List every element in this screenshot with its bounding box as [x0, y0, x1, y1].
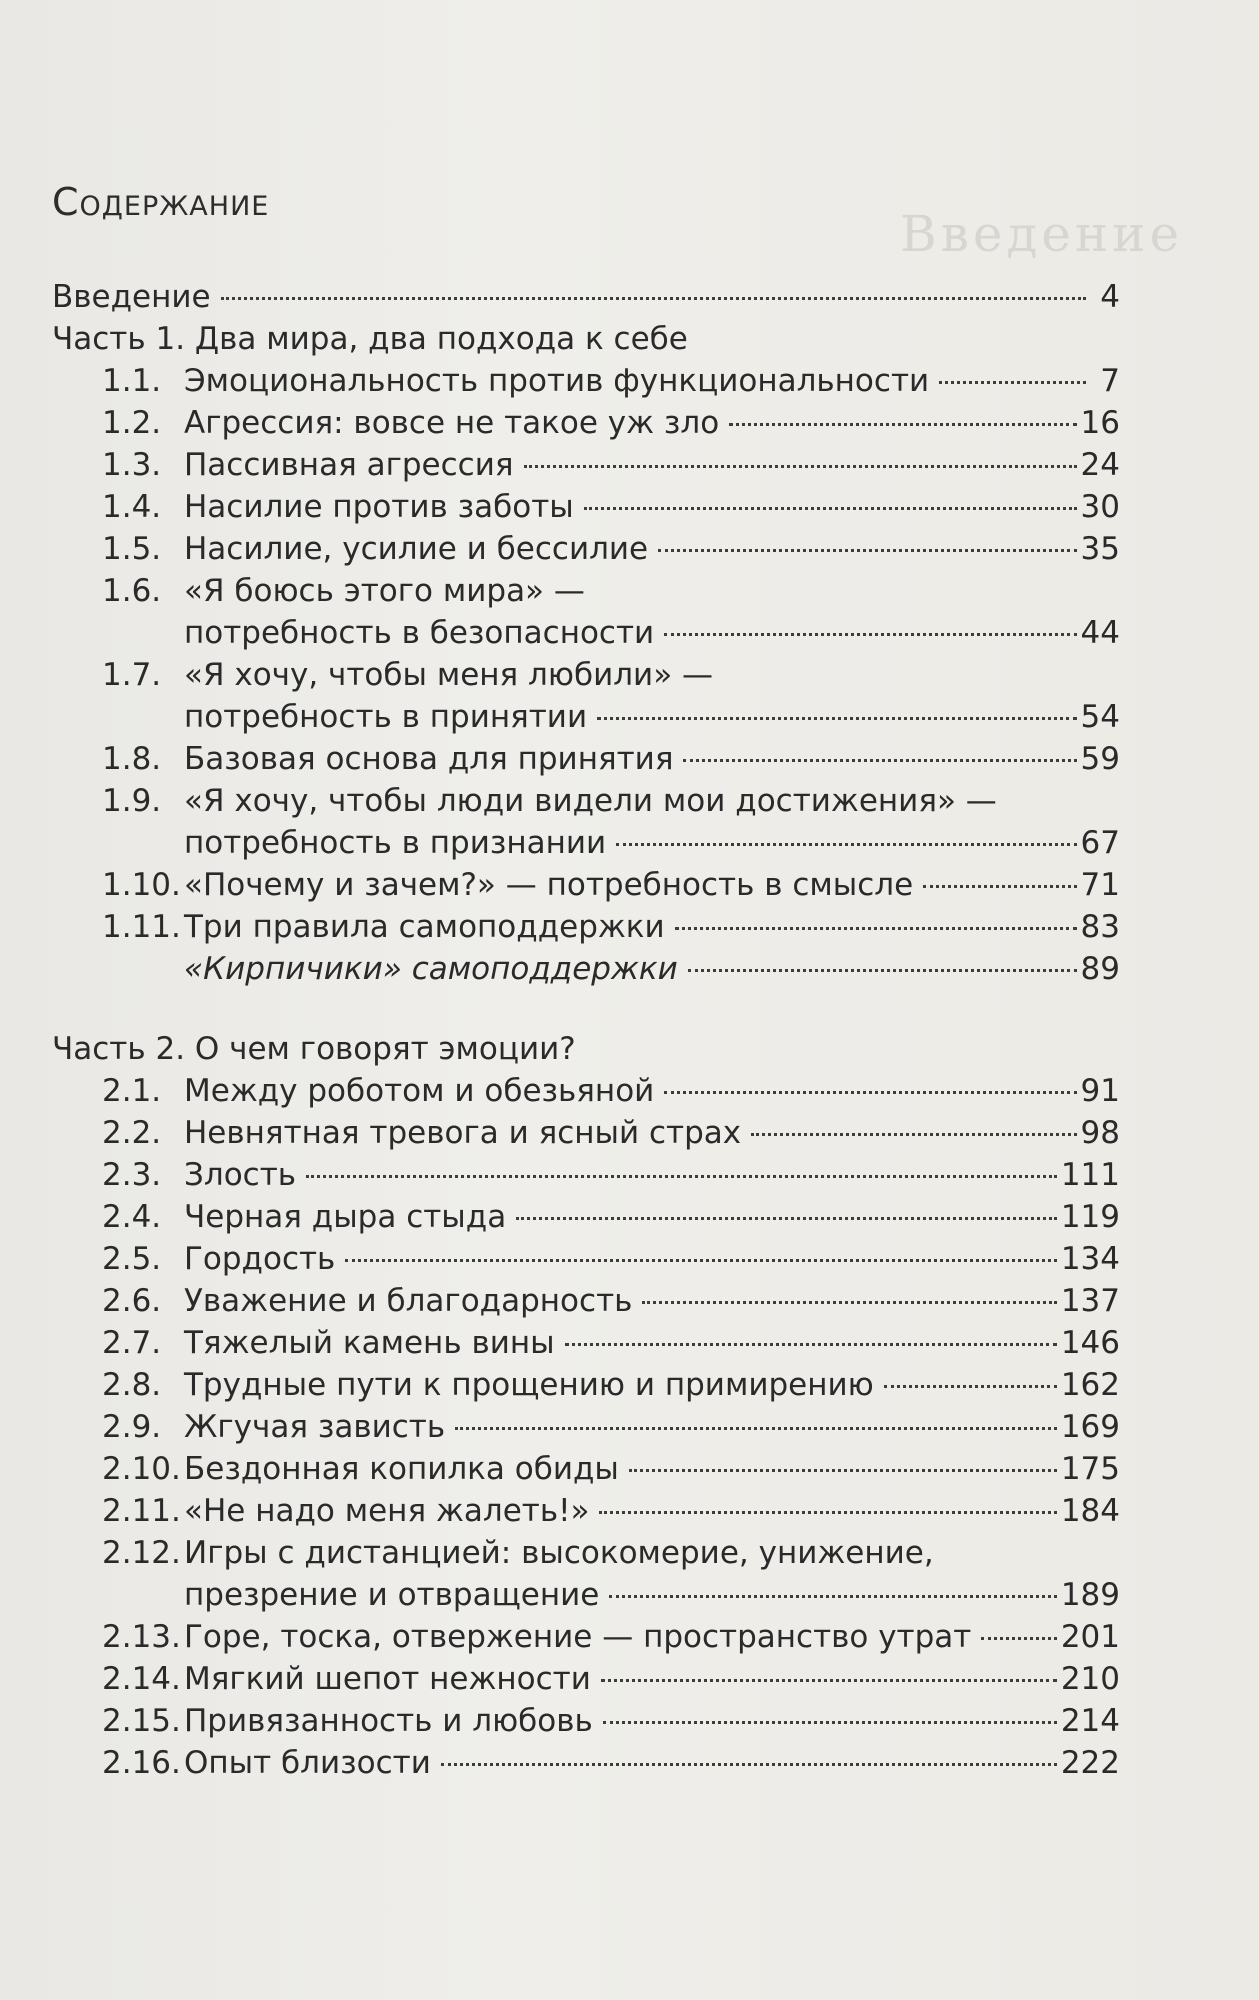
toc-entry-label: Злость [184, 1157, 297, 1193]
toc-page-number: 59 [1080, 741, 1120, 777]
toc-page-number: 35 [1080, 531, 1120, 567]
toc-entry-number: 2.9. [102, 1409, 162, 1445]
dot-leader [939, 381, 1086, 384]
toc-entry[interactable] [52, 402, 1120, 444]
toc-entry[interactable] [52, 1364, 1120, 1406]
part-2-list [52, 1070, 1120, 1784]
toc-entry-label: Игры с дистанцией: высокомерие, унижение, [184, 1535, 934, 1571]
toc-entry-number: 1.10. [102, 867, 181, 903]
toc-entry-number: 1.11. [102, 909, 181, 945]
toc-page-number: 83 [1080, 909, 1120, 945]
toc-entry-label: Привязанность и любовь [184, 1703, 593, 1739]
toc-entry-number: 1.4. [102, 489, 162, 525]
toc-page-number: 67 [1080, 825, 1120, 861]
toc-entry[interactable] [52, 1280, 1120, 1322]
dot-leader [599, 1511, 1056, 1514]
toc-entry[interactable] [52, 1070, 1120, 1112]
toc-entry-number: 1.7. [102, 657, 162, 693]
toc-entry[interactable] [52, 906, 1120, 948]
toc-entry[interactable] [52, 738, 1120, 780]
toc-page-number: 54 [1080, 699, 1120, 735]
part-2-heading [52, 1028, 1120, 1070]
toc-entry[interactable] [52, 864, 1120, 906]
toc-entry-number: 2.12. [102, 1535, 181, 1571]
toc-entry[interactable] [52, 528, 1120, 570]
toc-entry-number: 2.8. [102, 1367, 162, 1403]
dot-leader [584, 507, 1077, 510]
dot-leader [884, 1385, 1057, 1388]
toc-entry-continuation[interactable] [52, 1574, 1120, 1616]
toc-entry[interactable] [52, 780, 1120, 822]
toc-entry-number: 2.3. [102, 1157, 162, 1193]
part-title: Часть 2. О чем говорят эмоции? [52, 1031, 576, 1067]
table-of-contents [52, 276, 1120, 1784]
part-1-heading [52, 318, 1120, 360]
toc-page-number: 137 [1060, 1283, 1120, 1319]
toc-page-number: 184 [1060, 1493, 1120, 1529]
toc-entry-number: 2.5. [102, 1241, 162, 1277]
toc-entry[interactable] [52, 444, 1120, 486]
toc-entry-number: 1.1. [102, 363, 162, 399]
part-title: Часть 1. Два мира, два подхода к себе [52, 321, 688, 357]
dot-leader [565, 1343, 1057, 1346]
page-title: Содержание [52, 180, 270, 224]
dot-leader [675, 927, 1077, 930]
dot-leader [455, 1427, 1057, 1430]
toc-entry-label: Эмоциональность против функциональности [184, 363, 930, 399]
dot-leader [658, 549, 1076, 552]
toc-entry[interactable] [52, 1490, 1120, 1532]
toc-entry-continuation[interactable] [52, 696, 1120, 738]
dot-leader [664, 1091, 1076, 1094]
toc-entry-label: Черная дыра стыда [184, 1199, 507, 1235]
toc-entry[interactable] [52, 1532, 1120, 1574]
toc-entry-label: Тяжелый камень вины [184, 1325, 555, 1361]
toc-page-number: 162 [1060, 1367, 1120, 1403]
dot-leader [345, 1259, 1057, 1262]
toc-entry-label: Насилие против заботы [184, 489, 574, 525]
toc-entry-label: «Я хочу, чтобы меня любили» — [184, 657, 714, 693]
toc-page-number: 44 [1080, 615, 1120, 651]
toc-entry[interactable] [52, 1112, 1120, 1154]
toc-page-number: 16 [1080, 405, 1120, 441]
toc-entry-label: Введение [52, 279, 211, 315]
toc-entry-number: 2.13. [102, 1619, 181, 1655]
toc-page-number: 175 [1060, 1451, 1120, 1487]
dot-leader [609, 1595, 1057, 1598]
dot-leader [601, 1679, 1057, 1682]
toc-entry[interactable] [52, 654, 1120, 696]
toc-entry-number: 1.2. [102, 405, 162, 441]
toc-entry-label: презрение и отвращение [184, 1577, 600, 1613]
toc-entry-label: «Я боюсь этого мира» — [184, 573, 585, 609]
toc-entry-number: 2.11. [102, 1493, 181, 1529]
toc-entry[interactable] [52, 1154, 1120, 1196]
toc-page-number: 119 [1060, 1199, 1120, 1235]
toc-page-number: 169 [1060, 1409, 1120, 1445]
toc-entry-label: потребность в безопасности [184, 615, 655, 651]
bleed-through-heading: Введение [900, 205, 1184, 263]
toc-entry-label: потребность в признании [184, 825, 607, 861]
toc-entry-number: 2.16. [102, 1745, 181, 1781]
toc-entry[interactable] [52, 486, 1120, 528]
dot-leader [751, 1133, 1076, 1136]
toc-entry-label: Между роботом и обезьяной [184, 1073, 655, 1109]
toc-entry-label: «Не надо меня жалеть!» [184, 1493, 590, 1529]
toc-page-number: 7 [1100, 363, 1120, 399]
toc-entry-number: 2.1. [102, 1073, 162, 1109]
dot-leader [616, 843, 1076, 846]
toc-entry-label: «Кирпичики» самоподдержки [184, 951, 678, 987]
toc-entry-number: 2.2. [102, 1115, 162, 1151]
toc-entry-number: 2.4. [102, 1199, 162, 1235]
dot-leader [597, 717, 1076, 720]
toc-page-number: 98 [1080, 1115, 1120, 1151]
toc-page-number: 201 [1060, 1619, 1120, 1655]
toc-entry[interactable] [52, 1406, 1120, 1448]
toc-entry-number: 1.3. [102, 447, 162, 483]
toc-entry[interactable] [52, 1448, 1120, 1490]
toc-entry[interactable] [52, 1238, 1120, 1280]
toc-entry-label: Насилие, усилие и бессилие [184, 531, 649, 567]
toc-entry[interactable] [52, 1196, 1120, 1238]
toc-entry-number: 2.15. [102, 1703, 181, 1739]
toc-page-number: 89 [1080, 951, 1120, 987]
toc-entry-label: Опыт близости [184, 1745, 431, 1781]
toc-entry-number: 1.9. [102, 783, 162, 819]
toc-entry-label: Бездонная копилка обиды [184, 1451, 619, 1487]
toc-entry[interactable] [52, 570, 1120, 612]
toc-page-number: 30 [1080, 489, 1120, 525]
toc-entry-number: 1.5. [102, 531, 162, 567]
dot-leader [664, 633, 1076, 636]
toc-entry-bricks[interactable] [52, 948, 1120, 990]
toc-entry[interactable] [52, 1322, 1120, 1364]
toc-page-number: 91 [1080, 1073, 1120, 1109]
toc-entry-number: 2.7. [102, 1325, 162, 1361]
toc-entry-label: Невнятная тревога и ясный страх [184, 1115, 742, 1151]
toc-entry-number: 2.6. [102, 1283, 162, 1319]
toc-entry-label: «Я хочу, чтобы люди видели мои достижения» — [184, 783, 997, 819]
toc-entry-label: Три правила самоподдержки [184, 909, 665, 945]
section-gap [52, 990, 1120, 1028]
toc-entry[interactable] [52, 1700, 1120, 1742]
toc-page-number: 134 [1060, 1241, 1120, 1277]
toc-entry-number: 1.6. [102, 573, 162, 609]
toc-page-number: 222 [1060, 1745, 1120, 1781]
toc-entry-label: Жгучая зависть [184, 1409, 446, 1445]
toc-entry-continuation[interactable] [52, 822, 1120, 864]
toc-entry-label: потребность в принятии [184, 699, 588, 735]
toc-entry-label: Горе, тоска, отвержение — пространство утрат [184, 1619, 972, 1655]
toc-entry-number: 1.8. [102, 741, 162, 777]
toc-entry-continuation[interactable] [52, 612, 1120, 654]
toc-page-number: 189 [1060, 1577, 1120, 1613]
toc-entry-label: Уважение и благодарность [184, 1283, 633, 1319]
toc-entry-label: Базовая основа для принятия [184, 741, 674, 777]
toc-page-number: 4 [1100, 279, 1120, 315]
toc-entry-label: Пассивная агрессия [184, 447, 514, 483]
toc-entry-number: 2.10. [102, 1451, 181, 1487]
dot-leader [603, 1721, 1057, 1724]
toc-entry-label: «Почему и зачем?» — потребность в смысле [184, 867, 914, 903]
dot-leader [221, 297, 1086, 300]
toc-entry-label: Гордость [184, 1241, 336, 1277]
dot-leader [729, 423, 1076, 426]
toc-entry-label: Трудные пути к прощению и примирению [184, 1367, 874, 1403]
toc-entry-label: Агрессия: вовсе не такое уж зло [184, 405, 720, 441]
dot-leader [306, 1175, 1057, 1178]
dot-leader [688, 969, 1077, 972]
toc-page-number: 214 [1060, 1703, 1120, 1739]
toc-entry-label: Мягкий шепот нежности [184, 1661, 591, 1697]
toc-entry-number: 2.14. [102, 1661, 181, 1697]
toc-page-number: 24 [1080, 447, 1120, 483]
toc-entry-intro[interactable] [52, 276, 1120, 318]
part-1-list [52, 360, 1120, 948]
toc-entry[interactable] [52, 360, 1120, 402]
toc-page-number: 210 [1060, 1661, 1120, 1697]
dot-leader [981, 1637, 1056, 1640]
dot-leader [683, 759, 1076, 762]
toc-page-number: 146 [1060, 1325, 1120, 1361]
dot-leader [642, 1301, 1056, 1304]
dot-leader [524, 465, 1077, 468]
toc-page-number: 111 [1060, 1157, 1120, 1193]
dot-leader [516, 1217, 1057, 1220]
dot-leader [441, 1763, 1057, 1766]
dot-leader [923, 885, 1076, 888]
toc-entry[interactable] [52, 1742, 1120, 1784]
toc-page-number: 71 [1080, 867, 1120, 903]
toc-entry[interactable] [52, 1658, 1120, 1700]
toc-entry[interactable] [52, 1616, 1120, 1658]
dot-leader [629, 1469, 1057, 1472]
